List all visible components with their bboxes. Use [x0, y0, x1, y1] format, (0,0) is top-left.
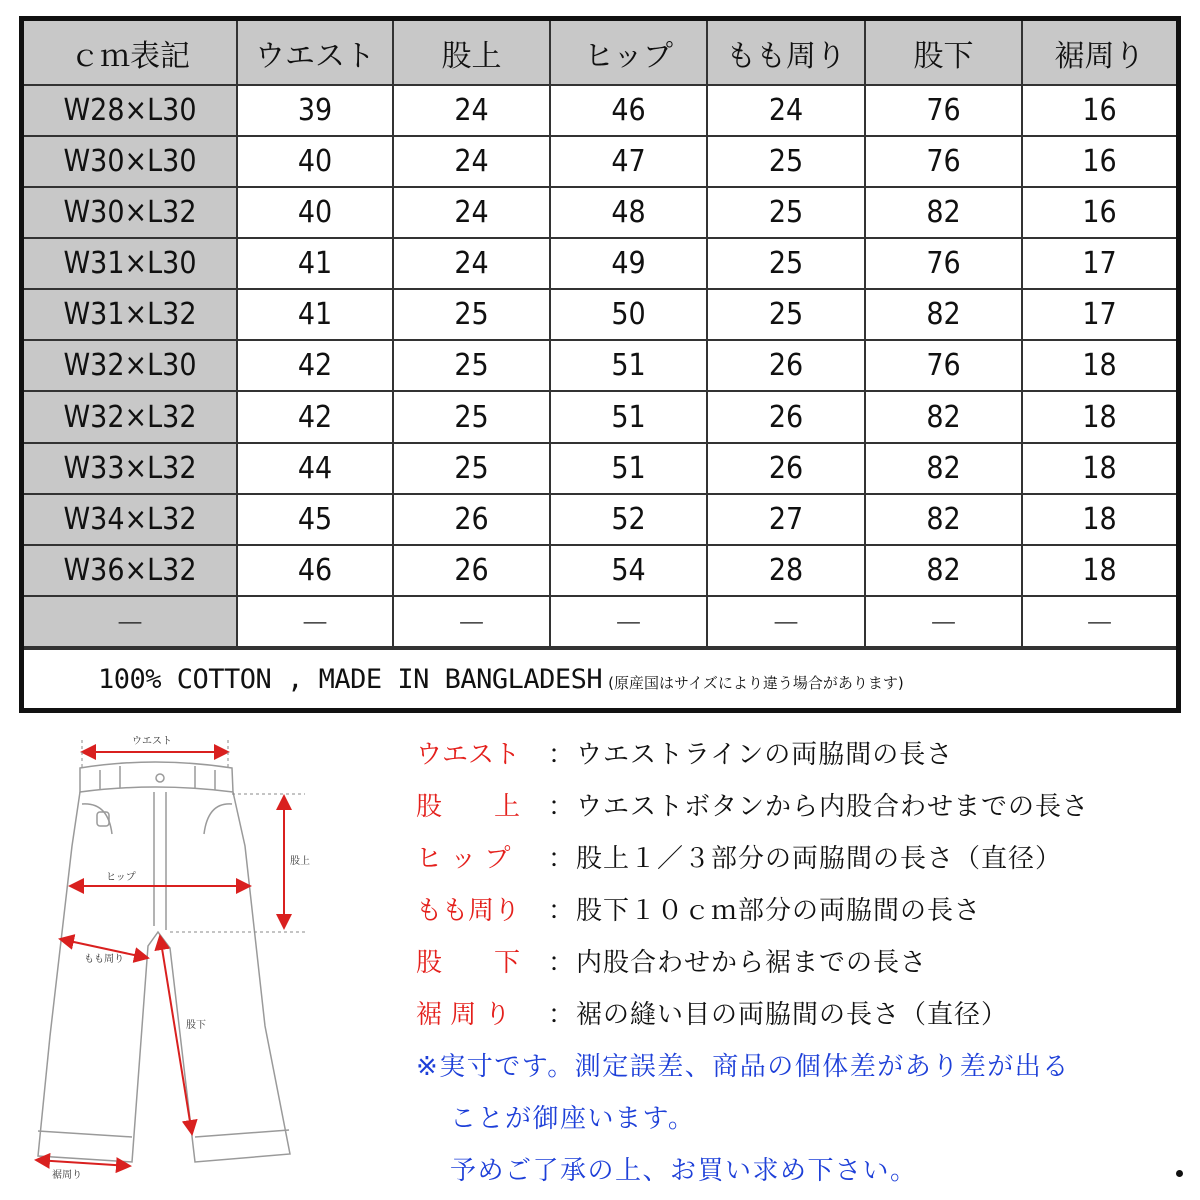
legend-item — [416, 884, 1176, 936]
measurement-cell: 24 — [393, 238, 550, 289]
measurement-cell: 40 — [237, 136, 393, 187]
bullet-dot — [1176, 1170, 1183, 1177]
measurement-cell: 25 — [393, 289, 550, 340]
legend-colon: ： — [548, 1000, 575, 1030]
measurement-arrows — [36, 752, 284, 1166]
size-label-cell: － — [24, 596, 237, 647]
measurement-cell: 76 — [865, 85, 1022, 136]
measurement-cell: 41 — [237, 238, 393, 289]
measurement-cell: 26 — [707, 391, 865, 442]
measurement-cell: 82 — [865, 289, 1022, 340]
measurement-cell: 44 — [237, 443, 393, 494]
table-row — [24, 340, 1176, 391]
measurement-cell: 46 — [237, 545, 393, 596]
header-cell-waist: ウエスト — [237, 21, 393, 85]
measurement-cell: 17 — [1022, 238, 1176, 289]
table-row — [24, 187, 1176, 238]
measurement-cell: 42 — [237, 391, 393, 442]
measurement-cell: 16 — [1022, 85, 1176, 136]
legend-colon: ： — [548, 896, 575, 926]
measurement-cell: 25 — [393, 340, 550, 391]
size-label-cell: W36×L32 — [24, 545, 237, 596]
measurement-cell: 51 — [550, 340, 707, 391]
measurement-cell: － — [393, 596, 550, 647]
origin-note: (原産国はサイズにより違う場合があります) — [608, 673, 904, 692]
measurement-cell: 82 — [865, 545, 1022, 596]
measurement-cell: 25 — [393, 391, 550, 442]
material-row — [24, 648, 1176, 708]
measurement-cell: 24 — [393, 85, 550, 136]
measurement-cell: 41 — [237, 289, 393, 340]
measurement-cell: 18 — [1022, 340, 1176, 391]
measurement-cell: － — [1022, 596, 1176, 647]
legend-colon: ： — [548, 792, 575, 822]
table-row — [24, 289, 1176, 340]
size-label-cell: W28×L30 — [24, 85, 237, 136]
diagram-label-hem: 裾周り — [52, 1170, 82, 1181]
header-cell-unit: ｃｍ表記 — [24, 21, 237, 85]
measurement-cell: 24 — [393, 136, 550, 187]
header-cell-inseam: 股下 — [865, 21, 1022, 85]
legend-term: ウエスト — [416, 740, 521, 770]
measurement-cell: 18 — [1022, 545, 1176, 596]
diagram-label-waist: ウエスト — [132, 736, 172, 747]
size-label-cell: W32×L32 — [24, 391, 237, 442]
measurement-cell: 50 — [550, 289, 707, 340]
table-row — [24, 494, 1176, 545]
header-cell-rise: 股上 — [393, 21, 550, 85]
measurement-cell: 82 — [865, 494, 1022, 545]
measurement-cell: 54 — [550, 545, 707, 596]
measurement-cell: 76 — [865, 340, 1022, 391]
legend-description: 股上１／３部分の両脇間の長さ（直径） — [576, 844, 1063, 874]
disclaimer-line: 予めご了承の上、お買い求め下さい。 — [450, 1156, 918, 1186]
header-row — [24, 21, 1176, 85]
table-row — [24, 545, 1176, 596]
measurement-cell: 25 — [707, 136, 865, 187]
diagram-label-inseam: 股下 — [186, 1020, 206, 1031]
measurement-cell: 24 — [393, 187, 550, 238]
legend-item — [416, 780, 1176, 832]
measurement-cell: 18 — [1022, 391, 1176, 442]
measurement-cell: 82 — [865, 391, 1022, 442]
measurement-cell: 49 — [550, 238, 707, 289]
measurement-cell: 82 — [865, 443, 1022, 494]
measurement-cell: 18 — [1022, 443, 1176, 494]
measurement-cell: 26 — [707, 340, 865, 391]
legend-colon: ： — [548, 844, 575, 874]
measurement-cell: 76 — [865, 136, 1022, 187]
disclaimer-line: ことが御座います。 — [450, 1104, 696, 1134]
table-row — [24, 596, 1176, 647]
material-text: 100% COTTON , MADE IN BANGLADESH — [98, 663, 603, 695]
measurement-cell: － — [550, 596, 707, 647]
size-label-cell: W30×L32 — [24, 187, 237, 238]
disclaimer-line: ※実寸です。測定誤差、商品の個体差があり差が出る — [416, 1052, 1070, 1082]
legend-item — [416, 988, 1176, 1040]
measurement-cell: 47 — [550, 136, 707, 187]
measurement-cell: 25 — [707, 187, 865, 238]
legend-item — [416, 936, 1176, 988]
measurement-cell: 46 — [550, 85, 707, 136]
measurement-cell: 26 — [393, 545, 550, 596]
measurement-cell: 82 — [865, 187, 1022, 238]
table-row — [24, 238, 1176, 289]
measurement-cell: 28 — [707, 545, 865, 596]
measurement-cell: － — [865, 596, 1022, 647]
table-row — [24, 443, 1176, 494]
diagram-label-thigh: もも周り — [84, 954, 124, 965]
legend-item — [416, 832, 1176, 884]
diagram-label-hip: ヒップ — [106, 872, 136, 883]
legend-term: 裾 周 り — [416, 1000, 511, 1030]
size-label-cell: W31×L30 — [24, 238, 237, 289]
legend-item — [416, 728, 1176, 780]
legend-description: ウエストボタンから内股合わせまでの長さ — [576, 792, 1090, 822]
size-table — [19, 16, 1181, 713]
header-cell-hem: 裾周り — [1022, 21, 1176, 85]
measurement-cell: － — [237, 596, 393, 647]
measurement-cell: 51 — [550, 443, 707, 494]
size-label-cell: W32×L30 — [24, 340, 237, 391]
size-label-cell: W34×L32 — [24, 494, 237, 545]
table-body — [24, 85, 1176, 647]
size-label-cell: W33×L32 — [24, 443, 237, 494]
measurement-cell: 39 — [237, 85, 393, 136]
legend-term: ヒ ッ プ — [416, 844, 511, 874]
measurement-cell: 51 — [550, 391, 707, 442]
table-row — [24, 391, 1176, 442]
measurement-cell: 25 — [707, 238, 865, 289]
measurement-cell: 18 — [1022, 494, 1176, 545]
table-row — [24, 136, 1176, 187]
measurement-cell: 45 — [237, 494, 393, 545]
measurement-cell: 16 — [1022, 136, 1176, 187]
measurement-cell: － — [707, 596, 865, 647]
size-grid — [24, 21, 1176, 648]
measurement-cell: 26 — [393, 494, 550, 545]
size-label-cell: W30×L30 — [24, 136, 237, 187]
size-label-cell: W31×L32 — [24, 289, 237, 340]
measurement-cell: 52 — [550, 494, 707, 545]
measurement-cell: 76 — [865, 238, 1022, 289]
measurement-cell: 27 — [707, 494, 865, 545]
measurement-cell: 17 — [1022, 289, 1176, 340]
measurement-cell: 40 — [237, 187, 393, 238]
legend-description: 裾の縫い目の両脇間の長さ（直径） — [576, 1000, 1009, 1030]
measurement-cell: 16 — [1022, 187, 1176, 238]
header-cell-thigh: もも周り — [707, 21, 865, 85]
measurement-cell: 25 — [707, 289, 865, 340]
measurement-cell: 48 — [550, 187, 707, 238]
measurement-cell: 42 — [237, 340, 393, 391]
legend-description: 内股合わせから裾までの長さ — [576, 948, 928, 978]
measurement-cell: 24 — [707, 85, 865, 136]
legend-colon: ： — [548, 948, 575, 978]
legend-term: もも周り — [416, 896, 521, 926]
table-row — [24, 85, 1176, 136]
measurement-legend — [416, 728, 1176, 1196]
header-cell-hip: ヒップ — [550, 21, 707, 85]
diagram-label-rise: 股上 — [290, 856, 310, 867]
measurement-cell: 26 — [707, 443, 865, 494]
pants-diagram — [20, 726, 320, 1196]
legend-description: 股下１０ｃｍ部分の両脇間の長さ — [576, 896, 982, 926]
legend-description: ウエストラインの両脇間の長さ — [576, 740, 954, 770]
legend-colon: ： — [548, 740, 575, 770]
legend-term: 股 下 — [416, 948, 521, 978]
legend-term: 股 上 — [416, 792, 521, 822]
measurement-cell: 25 — [393, 443, 550, 494]
